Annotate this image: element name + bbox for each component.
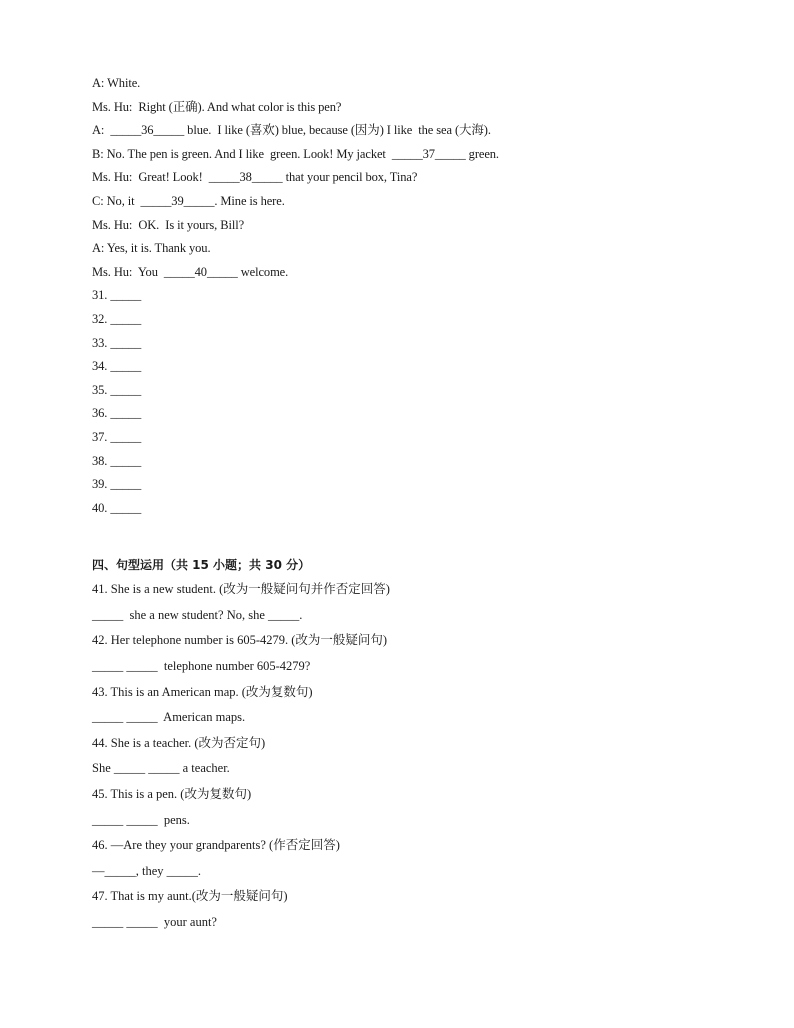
question-prompt: 47. That is my aunt.(改为一般疑问句): [92, 889, 288, 904]
answer-blank-item: 39. _____: [92, 477, 142, 492]
section-spacer: [92, 520, 732, 553]
answer-blank-list: [92, 284, 732, 520]
dialogue-line: Ms. Hu: You _____40_____ welcome.: [92, 264, 289, 279]
dialogue-line: Ms. Hu: OK. Is it yours, Bill?: [92, 217, 245, 232]
answer-line: _____ _____ your aunt?: [92, 915, 217, 929]
question-prompt: 41. She is a new student. (改为一般疑问句并作否定回答): [92, 582, 390, 597]
dialogue-section: [92, 72, 732, 284]
answer-blank-item: 36. _____: [92, 406, 142, 421]
question-list: [92, 577, 732, 935]
answer-blank-item: 37. _____: [92, 429, 142, 444]
question-prompt: 43. This is an American map. (改为复数句): [92, 684, 313, 699]
dialogue-line: A: Yes, it is. Thank you.: [92, 241, 211, 256]
dialogue-line: A: White.: [92, 76, 141, 90]
question-prompt: 45. This is a pen. (改为复数句): [92, 787, 252, 802]
answer-blank-item: 38. _____: [92, 453, 142, 468]
answer-line: She _____ _____ a teacher.: [92, 761, 230, 776]
section-heading: 四、句型运用（共 15 小题；共 30 分）: [92, 558, 311, 573]
answer-blank-item: 35. _____: [92, 382, 142, 397]
answer-line: _____ she a new student? No, she _____.: [92, 607, 303, 622]
answer-line: _____ _____ telephone number 605-4279?: [92, 659, 311, 674]
answer-line: —_____, they _____.: [92, 863, 202, 878]
dialogue-line: A: _____36_____ blue. I like (喜欢) blue, because (因为) I like the sea (大海).: [92, 123, 491, 138]
dialogue-line: Ms. Hu: Great! Look! _____38_____ that your pencil box, Tina?: [92, 170, 418, 185]
dialogue-line: Ms. Hu: Right (正确). And what color is this pen?: [92, 99, 342, 114]
worksheet-page: [92, 72, 732, 936]
dialogue-line: B: No. The pen is green. And I like green. Look! My jacket _____37_____ green.: [92, 146, 499, 161]
question-prompt: 42. Her telephone number is 605-4279. (改为一般疑问句): [92, 633, 388, 648]
answer-blank-item: 34. _____: [92, 359, 142, 374]
answer-blank-item: 31. _____: [92, 288, 142, 303]
answer-line: _____ _____ pens.: [92, 812, 190, 827]
answer-line: _____ _____ American maps.: [92, 710, 246, 725]
answer-blank-item: 33. _____: [92, 335, 142, 350]
question-prompt: 44. She is a teacher. (改为否定句): [92, 735, 266, 750]
question-prompt: 46. —Are they your grandparents? (作否定回答): [92, 838, 340, 853]
answer-blank-item: 32. _____: [92, 311, 142, 326]
dialogue-line: C: No, it _____39_____. Mine is here.: [92, 193, 285, 208]
answer-blank-item: 40. _____: [92, 500, 142, 515]
